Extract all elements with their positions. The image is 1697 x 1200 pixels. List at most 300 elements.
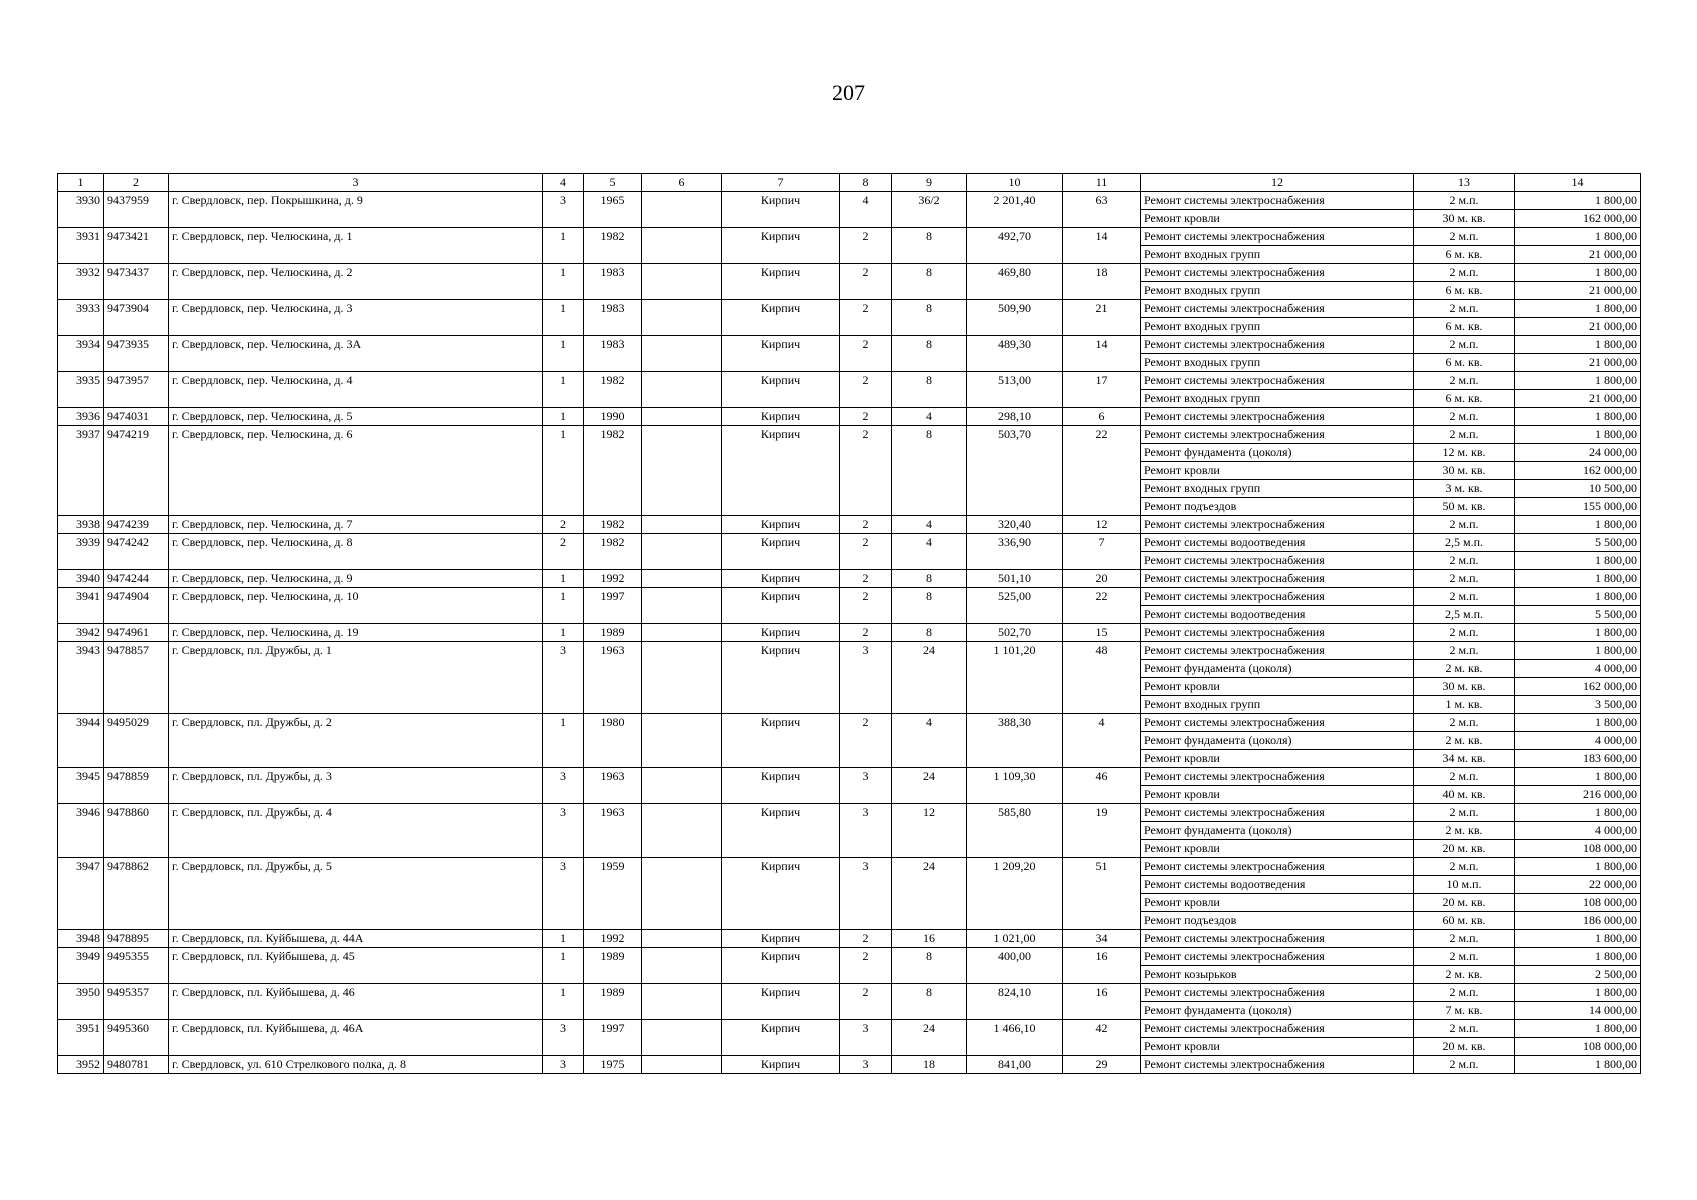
wall-material-cont <box>722 840 840 858</box>
total-area-cont <box>967 912 1063 930</box>
col-9-value-cont <box>892 552 967 570</box>
building-id: 9474904 <box>104 588 169 606</box>
col-6-value <box>642 984 722 1002</box>
floors: 2 <box>840 570 892 588</box>
wall-material: Кирпич <box>722 516 840 534</box>
col-11-value-cont <box>1063 498 1141 516</box>
work-cost: 4 000,00 <box>1515 732 1641 750</box>
work-volume: 2,5 м.п. <box>1414 606 1515 624</box>
col-6-value-cont <box>642 606 722 624</box>
work-volume: 34 м. кв. <box>1414 750 1515 768</box>
wall-material-cont <box>722 822 840 840</box>
work-type: Ремонт фундамента (цоколя) <box>1141 444 1414 462</box>
construction-year-cont <box>584 894 642 912</box>
work-volume: 20 м. кв. <box>1414 894 1515 912</box>
total-area-cont <box>967 282 1063 300</box>
construction-year-cont <box>584 840 642 858</box>
address-cont <box>169 822 543 840</box>
col-11-value: 22 <box>1063 588 1141 606</box>
work-cost: 155 000,00 <box>1515 498 1641 516</box>
work-type: Ремонт входных групп <box>1141 480 1414 498</box>
total-area: 509,90 <box>967 300 1063 318</box>
work-volume: 2 м.п. <box>1414 516 1515 534</box>
floors: 2 <box>840 984 892 1002</box>
address-cont <box>169 750 543 768</box>
total-area-cont <box>967 354 1063 372</box>
table-row <box>58 246 1641 264</box>
floors-cont <box>840 498 892 516</box>
col-4-value: 3 <box>543 1020 584 1038</box>
record-number: 3943 <box>58 642 104 660</box>
address-cont <box>169 894 543 912</box>
building-id: 9478859 <box>104 768 169 786</box>
work-volume: 2 м.п. <box>1414 228 1515 246</box>
construction-year: 1982 <box>584 516 642 534</box>
address: г. Свердловск, пер. Покрышкина, д. 9 <box>169 192 543 210</box>
record-number-cont <box>58 678 104 696</box>
building-id-cont <box>104 282 169 300</box>
work-volume: 50 м. кв. <box>1414 498 1515 516</box>
col-11-value-cont <box>1063 732 1141 750</box>
wall-material-cont <box>722 552 840 570</box>
record-number: 3945 <box>58 768 104 786</box>
work-type: Ремонт кровли <box>1141 786 1414 804</box>
work-type: Ремонт системы электроснабжения <box>1141 1056 1414 1074</box>
building-id-cont <box>104 390 169 408</box>
building-id: 9495355 <box>104 948 169 966</box>
construction-year-cont <box>584 750 642 768</box>
col-4-value: 1 <box>543 372 584 390</box>
building-id-cont <box>104 498 169 516</box>
floors-cont <box>840 282 892 300</box>
work-type: Ремонт входных групп <box>1141 246 1414 264</box>
wall-material-cont <box>722 498 840 516</box>
total-area-cont <box>967 894 1063 912</box>
total-area: 320,40 <box>967 516 1063 534</box>
record-number: 3933 <box>58 300 104 318</box>
record-number: 3932 <box>58 264 104 282</box>
work-cost: 108 000,00 <box>1515 840 1641 858</box>
col-11-value: 48 <box>1063 642 1141 660</box>
table-row <box>58 462 1641 480</box>
building-id-cont <box>104 696 169 714</box>
building-id: 9474242 <box>104 534 169 552</box>
col-11-value: 18 <box>1063 264 1141 282</box>
floors-cont <box>840 390 892 408</box>
work-volume: 6 м. кв. <box>1414 246 1515 264</box>
building-id: 9474219 <box>104 426 169 444</box>
address-cont <box>169 966 543 984</box>
work-volume: 2 м. кв. <box>1414 822 1515 840</box>
table-row <box>58 966 1641 984</box>
table-row <box>58 786 1641 804</box>
col-9-value: 8 <box>892 984 967 1002</box>
work-type: Ремонт входных групп <box>1141 390 1414 408</box>
work-volume: 2 м.п. <box>1414 552 1515 570</box>
floors-cont <box>840 876 892 894</box>
building-id-cont <box>104 660 169 678</box>
col-6-value-cont <box>642 498 722 516</box>
construction-year: 1982 <box>584 228 642 246</box>
col-9-value: 8 <box>892 624 967 642</box>
floors-cont <box>840 1002 892 1020</box>
work-cost: 1 800,00 <box>1515 624 1641 642</box>
work-type: Ремонт системы электроснабжения <box>1141 336 1414 354</box>
col-6-value-cont <box>642 696 722 714</box>
table-row <box>58 984 1641 1002</box>
wall-material: Кирпич <box>722 1056 840 1074</box>
table-row <box>58 1020 1641 1038</box>
floors-cont <box>840 1038 892 1056</box>
record-number-cont <box>58 894 104 912</box>
work-type: Ремонт системы электроснабжения <box>1141 588 1414 606</box>
work-cost: 1 800,00 <box>1515 570 1641 588</box>
building-id: 9473904 <box>104 300 169 318</box>
work-type: Ремонт кровли <box>1141 894 1414 912</box>
col-6-value-cont <box>642 1002 722 1020</box>
floors-cont <box>840 840 892 858</box>
table-row <box>58 696 1641 714</box>
construction-year-cont <box>584 462 642 480</box>
col-4-value-cont <box>543 822 584 840</box>
col-4-value-cont <box>543 696 584 714</box>
table-row <box>58 570 1641 588</box>
record-number: 3951 <box>58 1020 104 1038</box>
wall-material: Кирпич <box>722 624 840 642</box>
col-4-value-cont <box>543 912 584 930</box>
construction-year-cont <box>584 696 642 714</box>
floors-cont <box>840 822 892 840</box>
wall-material: Кирпич <box>722 948 840 966</box>
table-row <box>58 192 1641 210</box>
work-cost: 1 800,00 <box>1515 426 1641 444</box>
table-row <box>58 750 1641 768</box>
col-4-value-cont <box>543 786 584 804</box>
col-9-value-cont <box>892 480 967 498</box>
work-cost: 1 800,00 <box>1515 984 1641 1002</box>
col-9-value: 8 <box>892 228 967 246</box>
building-id: 9473957 <box>104 372 169 390</box>
building-id: 9474961 <box>104 624 169 642</box>
construction-year: 1982 <box>584 372 642 390</box>
building-id-cont <box>104 840 169 858</box>
work-volume: 2 м.п. <box>1414 930 1515 948</box>
work-volume: 6 м. кв. <box>1414 318 1515 336</box>
table-row <box>58 858 1641 876</box>
work-volume: 10 м.п. <box>1414 876 1515 894</box>
address: г. Свердловск, пер. Челюскина, д. 3 <box>169 300 543 318</box>
col-9-value-cont <box>892 912 967 930</box>
record-number-cont <box>58 606 104 624</box>
record-number-cont <box>58 462 104 480</box>
col-11-value-cont <box>1063 750 1141 768</box>
col-9-value-cont <box>892 696 967 714</box>
work-cost: 1 800,00 <box>1515 930 1641 948</box>
col-9-value: 8 <box>892 372 967 390</box>
work-cost: 21 000,00 <box>1515 390 1641 408</box>
work-volume: 6 м. кв. <box>1414 390 1515 408</box>
col-9-value-cont <box>892 498 967 516</box>
work-type: Ремонт системы электроснабжения <box>1141 642 1414 660</box>
work-cost: 1 800,00 <box>1515 804 1641 822</box>
construction-year-cont <box>584 246 642 264</box>
col-6-value <box>642 426 722 444</box>
table-row <box>58 642 1641 660</box>
col-11-value: 46 <box>1063 768 1141 786</box>
total-area: 336,90 <box>967 534 1063 552</box>
record-number-cont <box>58 498 104 516</box>
total-area: 469,80 <box>967 264 1063 282</box>
col-4-value-cont <box>543 462 584 480</box>
building-id: 9478857 <box>104 642 169 660</box>
record-number-cont <box>58 390 104 408</box>
column-header: 7 <box>722 174 840 192</box>
work-volume: 12 м. кв. <box>1414 444 1515 462</box>
col-6-value-cont <box>642 1038 722 1056</box>
col-11-value-cont <box>1063 1002 1141 1020</box>
wall-material-cont <box>722 390 840 408</box>
wall-material: Кирпич <box>722 336 840 354</box>
work-cost: 10 500,00 <box>1515 480 1641 498</box>
col-9-value: 24 <box>892 642 967 660</box>
table-row <box>58 894 1641 912</box>
col-6-value-cont <box>642 894 722 912</box>
column-header: 10 <box>967 174 1063 192</box>
total-area-cont <box>967 552 1063 570</box>
work-type: Ремонт системы электроснабжения <box>1141 570 1414 588</box>
floors-cont <box>840 606 892 624</box>
table-row <box>58 534 1641 552</box>
total-area: 388,30 <box>967 714 1063 732</box>
col-6-value <box>642 1020 722 1038</box>
total-area: 492,70 <box>967 228 1063 246</box>
col-4-value: 1 <box>543 570 584 588</box>
col-6-value-cont <box>642 462 722 480</box>
wall-material-cont <box>722 696 840 714</box>
total-area-cont <box>967 966 1063 984</box>
col-6-value-cont <box>642 390 722 408</box>
work-volume: 20 м. кв. <box>1414 840 1515 858</box>
work-type: Ремонт фундамента (цоколя) <box>1141 822 1414 840</box>
address-cont <box>169 660 543 678</box>
col-9-value: 12 <box>892 804 967 822</box>
address-cont <box>169 840 543 858</box>
col-6-value <box>642 768 722 786</box>
wall-material: Кирпич <box>722 804 840 822</box>
total-area: 525,00 <box>967 588 1063 606</box>
record-number: 3946 <box>58 804 104 822</box>
construction-year-cont <box>584 390 642 408</box>
col-4-value-cont <box>543 840 584 858</box>
work-cost: 1 800,00 <box>1515 1056 1641 1074</box>
record-number-cont <box>58 1002 104 1020</box>
record-number-cont <box>58 732 104 750</box>
wall-material: Кирпич <box>722 264 840 282</box>
floors: 3 <box>840 642 892 660</box>
work-type: Ремонт подъездов <box>1141 912 1414 930</box>
construction-year-cont <box>584 876 642 894</box>
wall-material: Кирпич <box>722 930 840 948</box>
work-type: Ремонт системы электроснабжения <box>1141 948 1414 966</box>
col-6-value-cont <box>642 552 722 570</box>
wall-material-cont <box>722 480 840 498</box>
record-number-cont <box>58 912 104 930</box>
work-cost: 2 500,00 <box>1515 966 1641 984</box>
col-4-value-cont <box>543 390 584 408</box>
wall-material: Кирпич <box>722 588 840 606</box>
total-area: 1 021,00 <box>967 930 1063 948</box>
floors: 2 <box>840 714 892 732</box>
floors-cont <box>840 462 892 480</box>
work-volume: 2 м.п. <box>1414 642 1515 660</box>
building-id-cont <box>104 246 169 264</box>
work-type: Ремонт фундамента (цоколя) <box>1141 660 1414 678</box>
col-11-value: 16 <box>1063 948 1141 966</box>
table-row <box>58 660 1641 678</box>
total-area: 2 201,40 <box>967 192 1063 210</box>
col-9-value: 24 <box>892 858 967 876</box>
address: г. Свердловск, пл. Дружбы, д. 4 <box>169 804 543 822</box>
col-11-value-cont <box>1063 246 1141 264</box>
building-id-cont <box>104 822 169 840</box>
construction-year: 1989 <box>584 624 642 642</box>
work-cost: 1 800,00 <box>1515 858 1641 876</box>
col-4-value-cont <box>543 966 584 984</box>
building-id: 9495357 <box>104 984 169 1002</box>
address-cont <box>169 444 543 462</box>
record-number: 3947 <box>58 858 104 876</box>
col-9-value-cont <box>892 462 967 480</box>
building-id-cont <box>104 1038 169 1056</box>
total-area: 585,80 <box>967 804 1063 822</box>
col-11-value-cont <box>1063 822 1141 840</box>
col-11-value: 63 <box>1063 192 1141 210</box>
floors-cont <box>840 246 892 264</box>
total-area: 1 101,20 <box>967 642 1063 660</box>
table-row <box>58 282 1641 300</box>
col-11-value-cont <box>1063 318 1141 336</box>
floors-cont <box>840 210 892 228</box>
record-number-cont <box>58 750 104 768</box>
record-number: 3949 <box>58 948 104 966</box>
work-volume: 3 м. кв. <box>1414 480 1515 498</box>
record-number: 3940 <box>58 570 104 588</box>
construction-year-cont <box>584 282 642 300</box>
col-4-value-cont <box>543 660 584 678</box>
col-11-value: 17 <box>1063 372 1141 390</box>
col-6-value <box>642 570 722 588</box>
col-4-value: 1 <box>543 948 584 966</box>
col-6-value-cont <box>642 318 722 336</box>
construction-year-cont <box>584 444 642 462</box>
work-volume: 2 м.п. <box>1414 984 1515 1002</box>
table-row <box>58 624 1641 642</box>
construction-year: 1997 <box>584 588 642 606</box>
col-6-value-cont <box>642 246 722 264</box>
work-type: Ремонт системы водоотведения <box>1141 534 1414 552</box>
building-id: 9478862 <box>104 858 169 876</box>
construction-year-cont <box>584 678 642 696</box>
col-9-value-cont <box>892 444 967 462</box>
record-number: 3950 <box>58 984 104 1002</box>
floors: 2 <box>840 336 892 354</box>
floors: 2 <box>840 948 892 966</box>
col-11-value: 34 <box>1063 930 1141 948</box>
construction-year: 1963 <box>584 642 642 660</box>
address-cont <box>169 390 543 408</box>
total-area-cont <box>967 444 1063 462</box>
col-4-value: 1 <box>543 984 584 1002</box>
address-cont <box>169 876 543 894</box>
work-cost: 1 800,00 <box>1515 228 1641 246</box>
record-number: 3931 <box>58 228 104 246</box>
work-cost: 5 500,00 <box>1515 606 1641 624</box>
address: г. Свердловск, пл. Дружбы, д. 5 <box>169 858 543 876</box>
total-area-cont <box>967 696 1063 714</box>
work-type: Ремонт системы электроснабжения <box>1141 228 1414 246</box>
work-type: Ремонт системы электроснабжения <box>1141 516 1414 534</box>
wall-material-cont <box>722 894 840 912</box>
total-area-cont <box>967 606 1063 624</box>
table-row <box>58 390 1641 408</box>
construction-year: 1989 <box>584 984 642 1002</box>
column-header: 12 <box>1141 174 1414 192</box>
col-9-value: 4 <box>892 516 967 534</box>
work-cost: 5 500,00 <box>1515 534 1641 552</box>
col-4-value-cont <box>543 1038 584 1056</box>
address: г. Свердловск, пер. Челюскина, д. 8 <box>169 534 543 552</box>
col-9-value: 36/2 <box>892 192 967 210</box>
address: г. Свердловск, пер. Челюскина, д. 19 <box>169 624 543 642</box>
construction-year-cont <box>584 966 642 984</box>
address: г. Свердловск, пл. Куйбышева, д. 46А <box>169 1020 543 1038</box>
col-9-value-cont <box>892 840 967 858</box>
address: г. Свердловск, пер. Челюскина, д. 5 <box>169 408 543 426</box>
table-row <box>58 822 1641 840</box>
address: г. Свердловск, пл. Дружбы, д. 1 <box>169 642 543 660</box>
col-4-value: 1 <box>543 426 584 444</box>
wall-material: Кирпич <box>722 300 840 318</box>
work-type: Ремонт фундамента (цоколя) <box>1141 732 1414 750</box>
work-cost: 1 800,00 <box>1515 336 1641 354</box>
building-id-cont <box>104 480 169 498</box>
floors: 4 <box>840 192 892 210</box>
col-9-value-cont <box>892 894 967 912</box>
col-6-value-cont <box>642 660 722 678</box>
total-area-cont <box>967 210 1063 228</box>
work-type: Ремонт кровли <box>1141 210 1414 228</box>
col-6-value <box>642 588 722 606</box>
col-6-value-cont <box>642 678 722 696</box>
record-number-cont <box>58 246 104 264</box>
col-6-value-cont <box>642 354 722 372</box>
col-11-value-cont <box>1063 966 1141 984</box>
record-number-cont <box>58 210 104 228</box>
construction-year-cont <box>584 912 642 930</box>
col-11-value: 6 <box>1063 408 1141 426</box>
address: г. Свердловск, пер. Челюскина, д. 1 <box>169 228 543 246</box>
work-type: Ремонт кровли <box>1141 462 1414 480</box>
address-cont <box>169 696 543 714</box>
building-id-cont <box>104 444 169 462</box>
wall-material-cont <box>722 732 840 750</box>
work-cost: 162 000,00 <box>1515 462 1641 480</box>
column-header: 1 <box>58 174 104 192</box>
col-9-value: 16 <box>892 930 967 948</box>
wall-material-cont <box>722 1002 840 1020</box>
col-4-value: 3 <box>543 768 584 786</box>
col-6-value <box>642 642 722 660</box>
